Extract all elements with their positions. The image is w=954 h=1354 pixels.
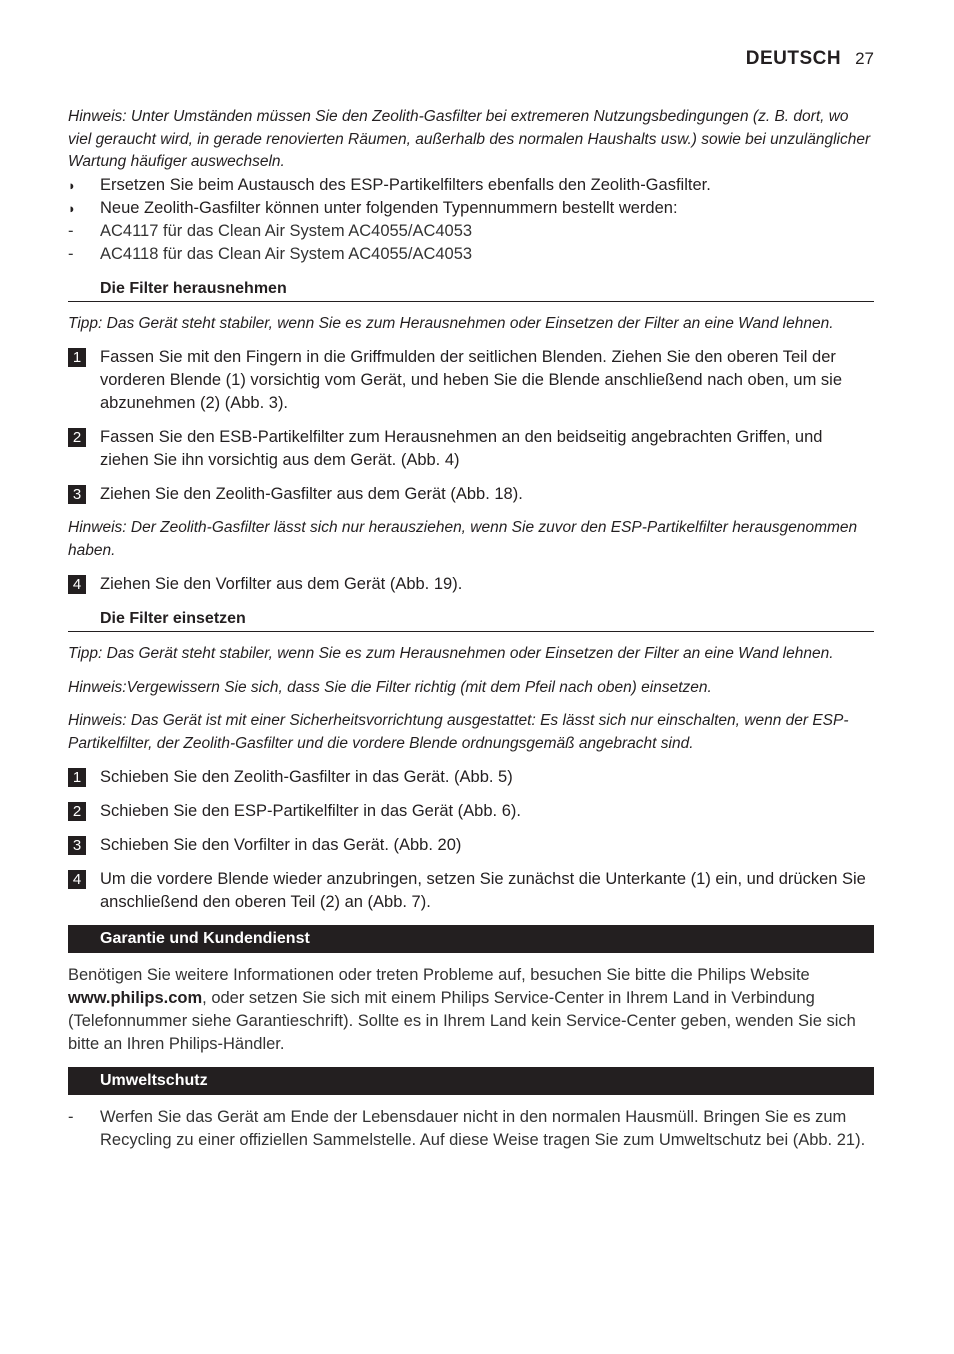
tip-text: Tipp: Das Gerät steht stabiler, wenn Sie es zum Herausnehmen oder Einsetzen der Filter an eine Wand lehnen. xyxy=(68,645,834,662)
step-number: 1 xyxy=(68,768,86,787)
guarantee-text-before: Benötigen Sie weitere Informationen oder treten Probleme auf, besuchen Sie bitte die Philips Website xyxy=(68,966,810,984)
page-number: 27 xyxy=(855,49,874,68)
step-number: 1 xyxy=(68,348,86,367)
section-heading-insert: Die Filter einsetzen xyxy=(68,608,874,632)
step-text: Fassen Sie den ESB-Partikelfilter zum Herausnehmen an den beidseitig angebrachten Griffen, und ziehen Sie ihn vorsichtig aus dem Gerät. (Abb. 4) xyxy=(100,428,823,469)
step-item xyxy=(68,868,874,914)
dash-item xyxy=(68,1106,874,1152)
dash-icon: - xyxy=(68,244,74,263)
bullet-item xyxy=(68,197,874,220)
step-number: 2 xyxy=(68,428,86,447)
step-text: Schieben Sie den Zeolith-Gasfilter in das Gerät. (Abb. 5) xyxy=(100,768,513,786)
note-text: Hinweis:Vergewissern Sie sich, dass Sie die Filter richtig (mit dem Pfeil nach oben) einsetzen. xyxy=(68,678,712,696)
step-number: 4 xyxy=(68,575,86,594)
step-number: 4 xyxy=(68,870,86,889)
section-heading-remove: Die Filter herausnehmen xyxy=(68,278,874,302)
note-text: Hinweis: Das Gerät ist mit einer Sicherheitsvorrichtung ausgestattet: Es lässt sich nur einschalten, wenn der ESP-Partikelfilter, der Zeolith-Gasfilter und die vordere Blende ordnungsgemäß angebracht sind. xyxy=(68,712,849,752)
gasfilter-note: Hinweis: Unter Umständen müssen Sie den Zeolith-Gasfilter bei extremeren Nutzungsbedingungen (z. B. dort, wo viel geraucht wird, in gerade renovierten Räumen, außerhalb des normalen Haushalts usw.) sowie bei unzulänglicher Wartung häufiger auswechseln. xyxy=(68,108,871,170)
step-text: Fassen Sie mit den Fingern in die Griffmulden der seitlichen Blenden. Ziehen Sie den oberen Teil der vorderen Blende (1) vorsichtig vom Gerät, und heben Sie die Blende anschließend nach oben, um sie abzunehmen (2) (Abb. 3). xyxy=(100,348,843,412)
step-item xyxy=(68,573,874,596)
dash-item xyxy=(68,220,874,243)
step-text: Ziehen Sie den Zeolith-Gasfilter aus dem Gerät (Abb. 18). xyxy=(100,485,523,503)
step-item xyxy=(68,346,874,415)
dash-item xyxy=(68,243,874,266)
page-content xyxy=(68,106,874,1152)
bullet-text: Ersetzen Sie beim Austausch des ESP-Partikelfilters ebenfalls den Zeolith-Gasfilter. xyxy=(100,175,711,194)
step-item xyxy=(68,426,874,472)
dash-text: AC4117 für das Clean Air System AC4055/AC4053 xyxy=(100,221,473,240)
dash-text: Werfen Sie das Gerät am Ende der Lebensdauer nicht in den normalen Hausmüll. Bringen Sie es zum Recycling zu einer offiziellen Sammelstelle. Auf diese Weise tragen Sie zum Umweltschutz bei (Abb. 21). xyxy=(100,1108,866,1149)
bullet-icon: ◗ xyxy=(68,200,76,216)
step-number: 3 xyxy=(68,485,86,504)
step-item xyxy=(68,483,874,506)
bullet-icon: ◗ xyxy=(68,177,76,193)
philips-website-link[interactable]: www.philips.com xyxy=(68,989,203,1007)
guarantee-text-after: , oder setzen Sie sich mit einem Philips Service-Center in Ihrem Land in Verbindung (Telefonnummer siehe Garantieschrift). Sollte es in Ihrem Land kein Service-Center geben, wenden Sie sich bitte an Ihren Philips-Händler. xyxy=(68,989,856,1053)
step-text: Um die vordere Blende wieder anzubringen, setzen Sie zunächst die Unterkante (1) ein, und drücken Sie anschließend den oberen Teil (2) an (Abb. 7). xyxy=(100,870,866,911)
note-text: Hinweis: Der Zeolith-Gasfilter lässt sich nur herausziehen, wenn Sie zuvor den ESP-Partikelfilter herausgenommen haben. xyxy=(68,519,858,559)
dash-icon: - xyxy=(68,1108,74,1126)
guarantee-paragraph xyxy=(68,964,874,1056)
dash-icon: - xyxy=(68,221,74,240)
step-item xyxy=(68,766,874,789)
section-heading-guarantee: Garantie und Kundendienst xyxy=(68,925,874,953)
tip-text: Tipp: Das Gerät steht stabiler, wenn Sie es zum Herausnehmen oder Einsetzen der Filter an eine Wand lehnen. xyxy=(68,314,834,332)
bullet-item xyxy=(68,174,874,197)
bullet-text: Neue Zeolith-Gasfilter können unter folgenden Typennummern bestellt werden: xyxy=(100,198,678,217)
dash-text: AC4118 für das Clean Air System AC4055/AC4053 xyxy=(100,244,473,263)
step-text: Ziehen Sie den Vorfilter aus dem Gerät (Abb. 19). xyxy=(100,575,463,593)
step-item xyxy=(68,834,874,857)
step-number: 2 xyxy=(68,802,86,821)
step-item xyxy=(68,800,874,823)
step-text: Schieben Sie den ESP-Partikelfilter in das Gerät (Abb. 6). xyxy=(100,802,521,820)
language-label: DEUTSCH xyxy=(745,48,842,69)
page-header xyxy=(746,48,874,70)
step-text: Schieben Sie den Vorfilter in das Gerät. (Abb. 20) xyxy=(100,836,462,854)
step-number: 3 xyxy=(68,836,86,855)
section-heading-environment: Umweltschutz xyxy=(68,1067,874,1095)
